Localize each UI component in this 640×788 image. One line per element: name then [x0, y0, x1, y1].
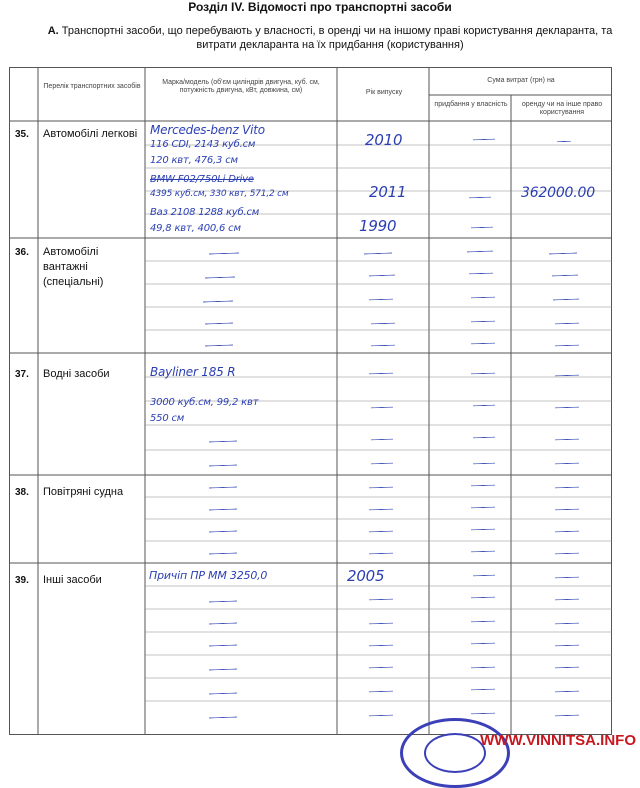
- row-label: Повітряні судна: [43, 486, 124, 498]
- handwritten-entry: BMW F02/750Li Drive: [150, 174, 254, 185]
- handwritten-year: 2011: [369, 183, 407, 201]
- handwritten-entry: Mercedes-benz Vito: [150, 123, 265, 137]
- handwritten-entry: 550 см: [150, 413, 185, 424]
- row-label: Водні засоби: [43, 368, 110, 380]
- handwritten-entry: 116 CDI, 2143 куб.см: [150, 139, 256, 150]
- handwritten-entry: 4395 куб.см, 330 квт, 571,2 см: [150, 189, 289, 199]
- watermark: WWW.VINNITSA.INFO: [480, 732, 636, 749]
- row-label: Автомобілі вантажні (спеціальні): [43, 246, 104, 288]
- row-label: Автомобілі легкові: [43, 128, 138, 140]
- row-number: 35.: [15, 129, 29, 140]
- row-number: 39.: [15, 575, 29, 586]
- handwritten-entry: Ваз 2108 1288 куб.см: [150, 207, 260, 218]
- vehicles-table: [9, 67, 612, 735]
- row-number: 38.: [15, 487, 29, 498]
- intro-text: Транспортні засоби, що перебувають у власності, в оренді чи на іншому праві користування декларанта, та витрати декларанта на їх придбання (користування): [61, 25, 613, 51]
- row-number: 37.: [15, 369, 29, 380]
- header-list: Перелік транспортних засобів: [43, 83, 141, 90]
- row-label: Інші засоби: [43, 574, 102, 586]
- table-grid: [9, 67, 612, 735]
- intro-letter: А.: [47, 25, 59, 37]
- handwritten-year: 1990: [359, 217, 397, 235]
- handwritten-entry: Bayliner 185 R: [150, 365, 236, 379]
- handwritten-rent-amount: 362000.00: [521, 185, 595, 201]
- handwritten-entry: 3000 куб.см, 99,2 квт: [150, 397, 259, 408]
- header-sum: Сума витрат (грн) на: [487, 77, 555, 84]
- row-number: 36.: [15, 247, 29, 258]
- handwritten-entry: 120 квт, 476,3 см: [150, 155, 238, 166]
- official-stamp-inner: [424, 733, 486, 773]
- section-title: Розділ IV. Відомості про транспортні засоби: [188, 0, 452, 14]
- header-year: Рік випуску: [365, 89, 403, 96]
- header-brand: Марка/модель (об'єм циліндрів двигуна, куб. см, потужність двигуна, кВт, довжина, см): [162, 79, 320, 94]
- handwritten-entry: 49,8 квт, 400,6 см: [150, 223, 241, 234]
- handwritten-entry: Причіп ПР ММ 3250,0: [149, 569, 268, 582]
- header-purchase: придбання у власність: [434, 101, 508, 108]
- handwritten-year: 2005: [347, 567, 385, 585]
- header-rent: оренду чи на інше право користування: [521, 101, 603, 116]
- handwritten-year: 2010: [365, 131, 403, 149]
- section-intro: [40, 24, 620, 52]
